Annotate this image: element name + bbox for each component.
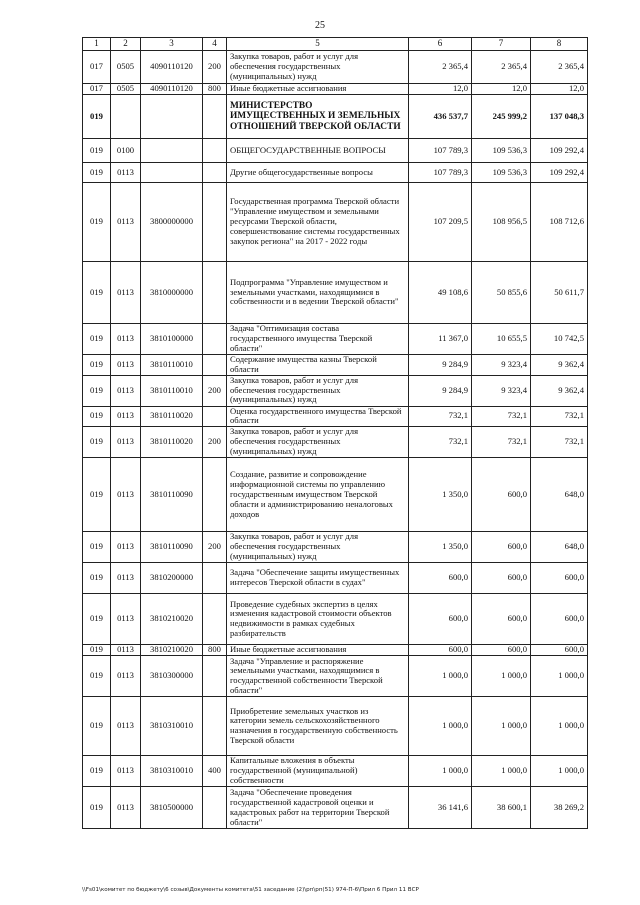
- section-code-cell: 0505: [111, 51, 141, 84]
- target-article-cell: 3810300000: [141, 656, 203, 697]
- amount-year1-cell: 600,0: [409, 594, 472, 645]
- amount-year3-cell: 1 000,0: [531, 697, 588, 756]
- admin-code-cell: 019: [83, 427, 111, 458]
- item-name-cell: Содержание имущества казны Тверской области: [227, 354, 409, 375]
- amount-year3-cell: 109 292,4: [531, 139, 588, 163]
- amount-year2-cell: 600,0: [472, 594, 531, 645]
- table-row: [83, 51, 588, 84]
- admin-code-cell: 017: [83, 84, 111, 95]
- target-article-cell: 3810110020: [141, 406, 203, 427]
- target-article-cell: 3810210020: [141, 594, 203, 645]
- amount-year1-cell: 1 000,0: [409, 697, 472, 756]
- section-code-cell: 0100: [111, 139, 141, 163]
- target-article-cell: 3810000000: [141, 262, 203, 324]
- amount-year1-cell: 1 350,0: [409, 458, 472, 532]
- amount-year1-cell: 9 284,9: [409, 375, 472, 406]
- expense-type-cell: [203, 458, 227, 532]
- amount-year3-cell: 1 000,0: [531, 656, 588, 697]
- amount-year3-cell: 38 269,2: [531, 787, 588, 829]
- table-row: [83, 656, 588, 697]
- column-header: 1: [83, 38, 111, 51]
- item-name-cell: Подпрограмма "Управление имуществом и земельными участками, находящимися в собственности и в ведении Тверской области": [227, 262, 409, 324]
- amount-year2-cell: 10 655,5: [472, 324, 531, 355]
- table-row: [83, 354, 588, 375]
- expense-type-cell: 400: [203, 756, 227, 787]
- target-article-cell: 3810110020: [141, 427, 203, 458]
- target-article-cell: 3810110090: [141, 532, 203, 563]
- column-header: 8: [531, 38, 588, 51]
- amount-year1-cell: 1 000,0: [409, 656, 472, 697]
- amount-year2-cell: 109 536,3: [472, 163, 531, 183]
- amount-year2-cell: 1 000,0: [472, 656, 531, 697]
- amount-year3-cell: 108 712,6: [531, 183, 588, 262]
- amount-year2-cell: 732,1: [472, 427, 531, 458]
- expense-type-cell: 200: [203, 375, 227, 406]
- item-name-cell: Другие общегосударственные вопросы: [227, 163, 409, 183]
- amount-year2-cell: 600,0: [472, 563, 531, 594]
- target-article-cell: 4090110120: [141, 84, 203, 95]
- target-article-cell: 3810310010: [141, 697, 203, 756]
- table-row: [83, 645, 588, 656]
- item-name-cell: Закупка товаров, работ и услуг для обеспечения государственных (муниципальных) нужд: [227, 427, 409, 458]
- item-name-cell: Закупка товаров, работ и услуг для обеспечения государственных (муниципальных) нужд: [227, 532, 409, 563]
- item-name-cell: Капитальные вложения в объекты государственной (муниципальной) собственности: [227, 756, 409, 787]
- column-number-header-row: [83, 38, 588, 51]
- target-article-cell: 3810110010: [141, 375, 203, 406]
- table-row: [83, 563, 588, 594]
- admin-code-cell: 019: [83, 375, 111, 406]
- section-code-cell: 0113: [111, 645, 141, 656]
- section-code-cell: 0113: [111, 354, 141, 375]
- expense-type-cell: [203, 95, 227, 139]
- admin-code-cell: 019: [83, 262, 111, 324]
- table-row: [83, 375, 588, 406]
- section-code-cell: 0113: [111, 787, 141, 829]
- expense-type-cell: [203, 354, 227, 375]
- amount-year3-cell: 648,0: [531, 458, 588, 532]
- section-code-cell: 0113: [111, 324, 141, 355]
- expense-type-cell: [203, 594, 227, 645]
- column-header: 2: [111, 38, 141, 51]
- table-row: [83, 139, 588, 163]
- item-name-cell: Проведение судебных экспертиз в целях изменения кадастровой стоимости объектов недвижимости в рамках судебных разбирательств: [227, 594, 409, 645]
- admin-code-cell: 019: [83, 183, 111, 262]
- amount-year2-cell: 732,1: [472, 406, 531, 427]
- target-article-cell: 3810500000: [141, 787, 203, 829]
- table-row: [83, 262, 588, 324]
- amount-year3-cell: 50 611,7: [531, 262, 588, 324]
- amount-year1-cell: 11 367,0: [409, 324, 472, 355]
- section-code-cell: 0113: [111, 656, 141, 697]
- item-name-cell: Оценка государственного имущества Тверской области: [227, 406, 409, 427]
- item-name-cell: Задача "Оптимизация состава государственного имущества Тверской области": [227, 324, 409, 355]
- target-article-cell: 3810310010: [141, 756, 203, 787]
- section-code-cell: 0113: [111, 563, 141, 594]
- amount-year3-cell: 732,1: [531, 406, 588, 427]
- amount-year2-cell: 108 956,5: [472, 183, 531, 262]
- column-header: 6: [409, 38, 472, 51]
- amount-year3-cell: 137 048,3: [531, 95, 588, 139]
- admin-code-cell: 019: [83, 697, 111, 756]
- item-name-cell: Задача "Управление и распоряжение земельными участками, находящимися в государственной собственности Тверской области": [227, 656, 409, 697]
- table-row: [83, 324, 588, 355]
- section-code-cell: 0113: [111, 163, 141, 183]
- target-article-cell: 3810210020: [141, 645, 203, 656]
- target-article-cell: [141, 139, 203, 163]
- target-article-cell: [141, 95, 203, 139]
- table-row: [83, 697, 588, 756]
- admin-code-cell: 019: [83, 563, 111, 594]
- section-code-cell: 0113: [111, 756, 141, 787]
- item-name-cell: Приобретение земельных участков из категории земель сельскохозяйственного назначения в государственную собственность Тверской области: [227, 697, 409, 756]
- column-header: 3: [141, 38, 203, 51]
- amount-year1-cell: 12,0: [409, 84, 472, 95]
- amount-year2-cell: 600,0: [472, 458, 531, 532]
- amount-year3-cell: 600,0: [531, 594, 588, 645]
- expense-type-cell: 200: [203, 532, 227, 563]
- amount-year2-cell: 600,0: [472, 532, 531, 563]
- file-path-footer: \\Fs01\комитет по бюджету\6 созыв\Документы комитета\51 заседание (2)\рп\рп(51) 974-П-6\Прил 6 Прил 11 ВСР: [82, 887, 419, 893]
- expense-type-cell: [203, 139, 227, 163]
- column-header: 7: [472, 38, 531, 51]
- admin-code-cell: 019: [83, 594, 111, 645]
- section-code-cell: 0113: [111, 532, 141, 563]
- amount-year3-cell: 648,0: [531, 532, 588, 563]
- section-code-cell: 0113: [111, 262, 141, 324]
- amount-year2-cell: 50 855,6: [472, 262, 531, 324]
- section-code-cell: 0113: [111, 697, 141, 756]
- section-code-cell: 0113: [111, 406, 141, 427]
- amount-year1-cell: 1 000,0: [409, 756, 472, 787]
- amount-year2-cell: 12,0: [472, 84, 531, 95]
- target-article-cell: 3800000000: [141, 183, 203, 262]
- column-header: 5: [227, 38, 409, 51]
- admin-code-cell: 017: [83, 51, 111, 84]
- amount-year2-cell: 2 365,4: [472, 51, 531, 84]
- amount-year2-cell: 600,0: [472, 645, 531, 656]
- section-code-cell: 0113: [111, 594, 141, 645]
- table-row: [83, 95, 588, 139]
- amount-year1-cell: 49 108,6: [409, 262, 472, 324]
- section-code-cell: 0113: [111, 375, 141, 406]
- table-row: [83, 756, 588, 787]
- table-row: [83, 427, 588, 458]
- amount-year1-cell: 732,1: [409, 427, 472, 458]
- amount-year1-cell: 732,1: [409, 406, 472, 427]
- target-article-cell: 3810200000: [141, 563, 203, 594]
- item-name-cell: МИНИСТЕРСТВО ИМУЩЕСТВЕННЫХ И ЗЕМЕЛЬНЫХ ОТНОШЕНИЙ ТВЕРСКОЙ ОБЛАСТИ: [227, 95, 409, 139]
- section-code-cell: 0113: [111, 183, 141, 262]
- admin-code-cell: 019: [83, 406, 111, 427]
- amount-year1-cell: 9 284,9: [409, 354, 472, 375]
- amount-year2-cell: 9 323,4: [472, 375, 531, 406]
- amount-year1-cell: 107 789,3: [409, 163, 472, 183]
- admin-code-cell: 019: [83, 354, 111, 375]
- admin-code-cell: 019: [83, 324, 111, 355]
- table-row: [83, 458, 588, 532]
- item-name-cell: Задача "Обеспечение проведения государственной кадастровой оценки и кадастровых работ на территории Тверской области": [227, 787, 409, 829]
- expense-type-cell: 200: [203, 51, 227, 84]
- amount-year1-cell: 107 789,3: [409, 139, 472, 163]
- amount-year1-cell: 2 365,4: [409, 51, 472, 84]
- item-name-cell: Иные бюджетные ассигнования: [227, 645, 409, 656]
- amount-year1-cell: 436 537,7: [409, 95, 472, 139]
- amount-year3-cell: 109 292,4: [531, 163, 588, 183]
- budget-table: [82, 37, 588, 829]
- expense-type-cell: [203, 262, 227, 324]
- table-row: [83, 84, 588, 95]
- expense-type-cell: 200: [203, 427, 227, 458]
- amount-year3-cell: 9 362,4: [531, 354, 588, 375]
- amount-year3-cell: 600,0: [531, 563, 588, 594]
- amount-year2-cell: 1 000,0: [472, 697, 531, 756]
- amount-year1-cell: 107 209,5: [409, 183, 472, 262]
- expense-type-cell: 800: [203, 645, 227, 656]
- admin-code-cell: 019: [83, 532, 111, 563]
- admin-code-cell: 019: [83, 645, 111, 656]
- admin-code-cell: 019: [83, 458, 111, 532]
- amount-year3-cell: 10 742,5: [531, 324, 588, 355]
- item-name-cell: ОБЩЕГОСУДАРСТВЕННЫЕ ВОПРОСЫ: [227, 139, 409, 163]
- table-row: [83, 163, 588, 183]
- admin-code-cell: 019: [83, 787, 111, 829]
- admin-code-cell: 019: [83, 756, 111, 787]
- amount-year3-cell: 2 365,4: [531, 51, 588, 84]
- table-row: [83, 594, 588, 645]
- expense-type-cell: [203, 324, 227, 355]
- item-name-cell: Государственная программа Тверской области "Управление имуществом и земельными ресурсами Тверской области, совершенствование системы государственных закупок региона" на 2017 - 2022 годы: [227, 183, 409, 262]
- item-name-cell: Закупка товаров, работ и услуг для обеспечения государственных (муниципальных) нужд: [227, 51, 409, 84]
- target-article-cell: 3810100000: [141, 324, 203, 355]
- table-row: [83, 532, 588, 563]
- target-article-cell: 3810110010: [141, 354, 203, 375]
- target-article-cell: 4090110120: [141, 51, 203, 84]
- section-code-cell: 0505: [111, 84, 141, 95]
- expense-type-cell: [203, 656, 227, 697]
- expense-type-cell: [203, 697, 227, 756]
- amount-year3-cell: 600,0: [531, 645, 588, 656]
- admin-code-cell: 019: [83, 656, 111, 697]
- admin-code-cell: 019: [83, 139, 111, 163]
- expense-type-cell: [203, 183, 227, 262]
- amount-year3-cell: 9 362,4: [531, 375, 588, 406]
- column-header: 4: [203, 38, 227, 51]
- expense-type-cell: [203, 563, 227, 594]
- expense-type-cell: [203, 163, 227, 183]
- expense-type-cell: [203, 787, 227, 829]
- target-article-cell: 3810110090: [141, 458, 203, 532]
- expense-type-cell: [203, 406, 227, 427]
- amount-year3-cell: 732,1: [531, 427, 588, 458]
- table-row: [83, 183, 588, 262]
- admin-code-cell: 019: [83, 163, 111, 183]
- expense-type-cell: 800: [203, 84, 227, 95]
- amount-year2-cell: 109 536,3: [472, 139, 531, 163]
- target-article-cell: [141, 163, 203, 183]
- section-code-cell: [111, 95, 141, 139]
- amount-year1-cell: 600,0: [409, 645, 472, 656]
- amount-year1-cell: 1 350,0: [409, 532, 472, 563]
- amount-year2-cell: 1 000,0: [472, 756, 531, 787]
- admin-code-cell: 019: [83, 95, 111, 139]
- amount-year3-cell: 1 000,0: [531, 756, 588, 787]
- section-code-cell: 0113: [111, 458, 141, 532]
- item-name-cell: Иные бюджетные ассигнования: [227, 84, 409, 95]
- item-name-cell: Закупка товаров, работ и услуг для обеспечения государственных (муниципальных) нужд: [227, 375, 409, 406]
- amount-year2-cell: 9 323,4: [472, 354, 531, 375]
- amount-year2-cell: 38 600,1: [472, 787, 531, 829]
- amount-year2-cell: 245 999,2: [472, 95, 531, 139]
- item-name-cell: Задача "Обеспечение защиты имущественных интересов Тверской области в судах": [227, 563, 409, 594]
- amount-year1-cell: 600,0: [409, 563, 472, 594]
- item-name-cell: Создание, развитие и сопровождение информационной системы по управлению государственным имуществом Тверской области и администрированию неналоговых доходов: [227, 458, 409, 532]
- table-row: [83, 406, 588, 427]
- section-code-cell: 0113: [111, 427, 141, 458]
- page-number: 25: [315, 20, 325, 31]
- amount-year1-cell: 36 141,6: [409, 787, 472, 829]
- table-row: [83, 787, 588, 829]
- amount-year3-cell: 12,0: [531, 84, 588, 95]
